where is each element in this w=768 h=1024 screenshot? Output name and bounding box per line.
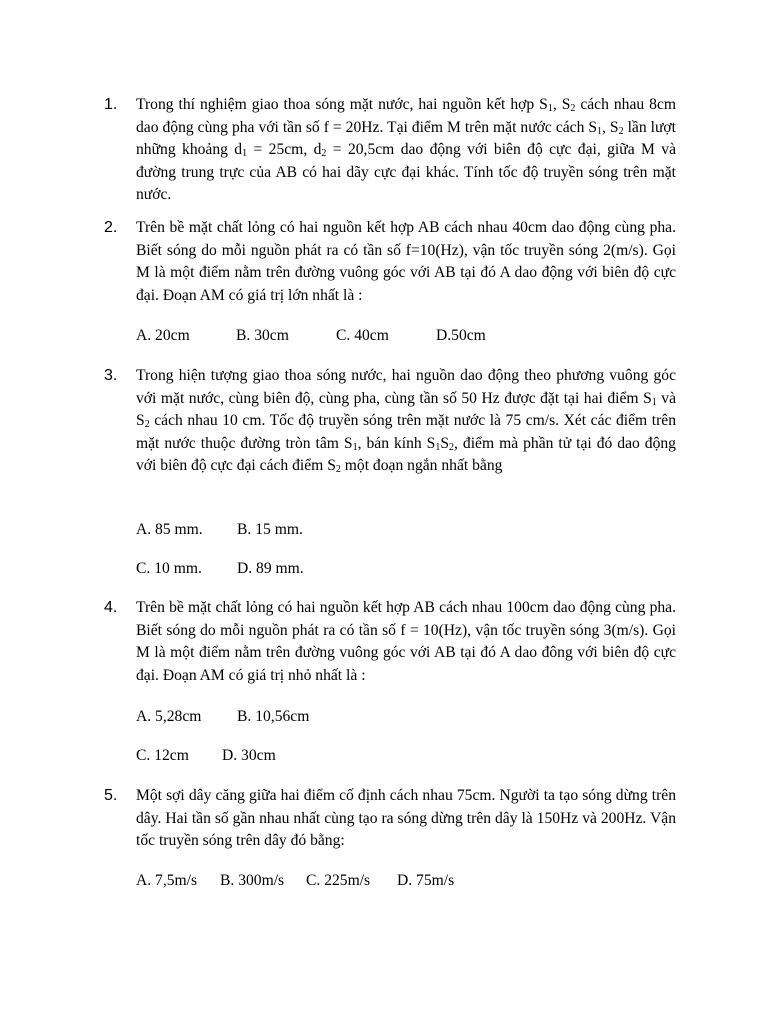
answer-option-b: B. 15 mm. [237, 521, 303, 538]
question-1 [104, 94, 676, 207]
question-5 [104, 785, 676, 853]
answer-option-c: C. 10 mm. [136, 560, 202, 577]
answer-options [136, 707, 309, 727]
question-text: Trên bề mặt chất lỏng có hai nguồn kết hợp AB cách nhau 40cm dao động cùng pha. Biết sóng do mỗi nguồn phát ra có tần số f=10(Hz), vận tốc truyền sóng 2(m/s). Gọi M là một điểm nằm trên đường vuông góc với AB tại đó A dao động với biên độ cực đại. Đoạn AM có giá trị lớn nhất là : [136, 219, 676, 304]
question-text: Trong thí nghiệm giao thoa sóng mặt nước, hai nguồn kết hợp $S_1$, $S_2$ cách nhau 8cm dao động cùng pha với tần số f = 20Hz. Tại điểm M trên mặt nước cách $S_1$, $S_2$ lần lượt những khoảng $d_1 = 25cm$, $d_2 = 20,5cm$ dao động với biên độ cực đại, giữa M và đường trung trực của AB có hai dãy cực đại khác. Tính tốc độ truyền sóng trên mặt nước. [136, 96, 676, 203]
question-text: Trên bề mặt chất lỏng có hai nguồn kết hợp AB cách nhau 100cm dao động cùng pha. Biết sóng do mỗi nguồn phát ra có tần số f = 10(Hz), vận tốc truyền sóng 3(m/s). Gọi M là một điểm nằm trên đường vuông góc với AB tại đó A dao đông với biên độ cực đại. Đoạn AM có giá trị nhỏ nhất là : [136, 599, 676, 684]
answer-option-b: B. 10,56cm [237, 708, 310, 725]
question-text: Một sợi dây căng giữa hai điểm cố định cách nhau 75cm. Người ta tạo sóng dừng trên dây. Hai tần số gần nhau nhất cùng tạo ra sóng dừng trên dây là 150Hz và 200Hz. Vận tốc truyền sóng trên dây đó bằng: [136, 787, 676, 849]
answer-option-a: A. 7,5m/s [136, 872, 198, 889]
question-number: 2. [104, 219, 118, 236]
answer-options [136, 520, 303, 540]
answer-options [136, 871, 454, 891]
answer-option-d: D. 75m/s [397, 872, 455, 889]
question-number: 3. [104, 367, 118, 384]
answer-options [136, 746, 276, 766]
answer-option-c: C. 225m/s [306, 872, 371, 889]
question-text: Trong hiện tượng giao thoa sóng nước, hai nguồn dao động theo phương vuông góc với mặt nước, cùng biên độ, cùng pha, cùng tần số 50 Hz được đặt tại hai điểm $S_1$ và $S_2$ cách nhau 10 cm. Tốc độ truyền sóng trên mặt nước là 75 cm/s. Xét các điểm trên mặt nước thuộc đường tròn tâm $S_1$, bán kính $S_1S_2$, điểm mà phần tử tại đó dao động với biên độ cực đại cách điểm $S_2$ một đoạn ngắn nhất bằng [136, 367, 676, 475]
question-number: 1. [104, 96, 118, 113]
answer-option-d: D. 30cm [222, 747, 276, 764]
answer-options [136, 559, 304, 579]
question-number: 5. [104, 787, 118, 804]
question-number: 4. [104, 599, 118, 616]
answer-option-c: C. 12cm [136, 747, 189, 764]
answer-option-a: A. 85 mm. [136, 521, 203, 538]
answer-option-a: A. 20cm [136, 327, 190, 344]
answer-option-b: B. 300m/s [220, 872, 285, 889]
question-3 [104, 365, 676, 478]
answer-option-a: A. 5,28cm [136, 708, 202, 725]
question-2 [104, 217, 676, 307]
answer-options [136, 326, 486, 346]
answer-option-d: D.50cm [436, 327, 486, 344]
answer-option-c: C. 40cm [336, 327, 389, 344]
answer-option-b: B. 30cm [236, 327, 289, 344]
question-4 [104, 597, 676, 687]
answer-option-d: D. 89 mm. [237, 560, 304, 577]
